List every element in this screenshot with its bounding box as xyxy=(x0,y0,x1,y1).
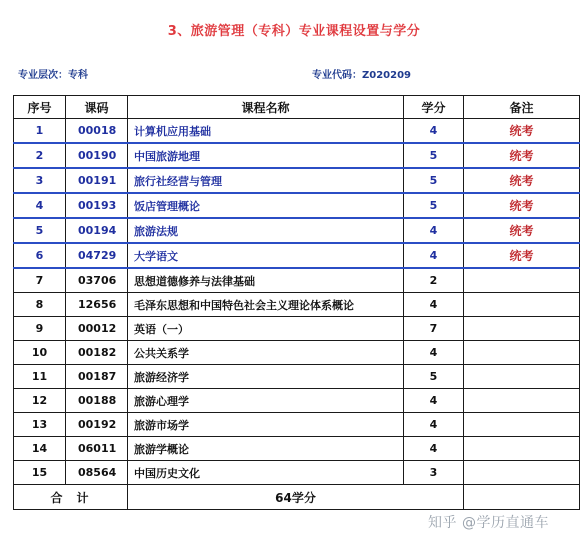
row-no: 3 xyxy=(14,168,66,193)
row-name: 旅游经济学 xyxy=(128,365,404,389)
row-credit: 5 xyxy=(404,168,464,193)
row-note xyxy=(464,461,580,485)
table-row xyxy=(14,317,580,341)
row-note: 统考 xyxy=(464,193,580,218)
row-code: 00012 xyxy=(66,317,128,341)
row-code: 00190 xyxy=(66,143,128,168)
row-note: 统考 xyxy=(464,243,580,268)
table-row xyxy=(14,461,580,485)
row-credit: 4 xyxy=(404,437,464,461)
row-no: 9 xyxy=(14,317,66,341)
row-no: 12 xyxy=(14,389,66,413)
row-name: 旅游心理学 xyxy=(128,389,404,413)
row-no: 1 xyxy=(14,119,66,144)
row-name: 公共关系学 xyxy=(128,341,404,365)
header-name: 课程名称 xyxy=(128,96,404,119)
row-no: 11 xyxy=(14,365,66,389)
row-note xyxy=(464,268,580,293)
row-code: 00018 xyxy=(66,119,128,144)
table-row xyxy=(14,268,580,293)
row-name: 计算机应用基础 xyxy=(128,119,404,144)
header-code: 课码 xyxy=(66,96,128,119)
row-code: 00188 xyxy=(66,389,128,413)
row-credit: 4 xyxy=(404,293,464,317)
row-credit: 4 xyxy=(404,119,464,144)
row-no: 15 xyxy=(14,461,66,485)
row-note xyxy=(464,293,580,317)
row-code: 00194 xyxy=(66,218,128,243)
row-credit: 2 xyxy=(404,268,464,293)
row-name: 毛泽东思想和中国特色社会主义理论体系概论 xyxy=(128,293,404,317)
major-code-value: Z020209 xyxy=(362,70,411,81)
table-row xyxy=(14,168,580,193)
total-row xyxy=(14,485,580,510)
row-name: 中国旅游地理 xyxy=(128,143,404,168)
table-row xyxy=(14,365,580,389)
row-note xyxy=(464,437,580,461)
row-name: 旅游学概论 xyxy=(128,437,404,461)
table-row xyxy=(14,437,580,461)
row-code: 08564 xyxy=(66,461,128,485)
total-note xyxy=(464,485,580,510)
header-no: 序号 xyxy=(14,96,66,119)
row-credit: 4 xyxy=(404,218,464,243)
row-no: 10 xyxy=(14,341,66,365)
row-no: 13 xyxy=(14,413,66,437)
row-no: 2 xyxy=(14,143,66,168)
row-name: 旅游法规 xyxy=(128,218,404,243)
row-credit: 4 xyxy=(404,389,464,413)
table-header-row xyxy=(14,96,580,119)
row-note: 统考 xyxy=(464,168,580,193)
major-level-value: 专科 xyxy=(68,70,88,81)
table-row xyxy=(14,341,580,365)
row-code: 00192 xyxy=(66,413,128,437)
major-code xyxy=(312,66,411,81)
row-no: 6 xyxy=(14,243,66,268)
row-code: 12656 xyxy=(66,293,128,317)
header-note: 备注 xyxy=(464,96,580,119)
major-level xyxy=(18,66,88,81)
row-credit: 4 xyxy=(404,341,464,365)
row-code: 00182 xyxy=(66,341,128,365)
row-credit: 5 xyxy=(404,143,464,168)
total-label: 合计 xyxy=(14,485,128,510)
row-no: 8 xyxy=(14,293,66,317)
major-level-label: 专业层次： xyxy=(18,70,68,81)
row-name: 思想道德修养与法律基础 xyxy=(128,268,404,293)
row-no: 5 xyxy=(14,218,66,243)
total-credits: 64学分 xyxy=(128,485,464,510)
table-row xyxy=(14,389,580,413)
row-note xyxy=(464,389,580,413)
row-credit: 4 xyxy=(404,413,464,437)
page-title: 3、旅游管理（专科）专业课程设置与学分 xyxy=(167,24,421,39)
row-note xyxy=(464,341,580,365)
row-credit: 3 xyxy=(404,461,464,485)
row-code: 00193 xyxy=(66,193,128,218)
row-no: 7 xyxy=(14,268,66,293)
row-note xyxy=(464,317,580,341)
row-note xyxy=(464,413,580,437)
row-name: 饭店管理概论 xyxy=(128,193,404,218)
table-row xyxy=(14,143,580,168)
row-name: 英语（一） xyxy=(128,317,404,341)
row-no: 14 xyxy=(14,437,66,461)
row-code: 00187 xyxy=(66,365,128,389)
row-code: 06011 xyxy=(66,437,128,461)
row-credit: 7 xyxy=(404,317,464,341)
row-code: 04729 xyxy=(66,243,128,268)
table-row xyxy=(14,218,580,243)
row-no: 4 xyxy=(14,193,66,218)
watermark: 知乎 @学历直通车 xyxy=(428,515,549,531)
table-row xyxy=(14,193,580,218)
row-note xyxy=(464,365,580,389)
row-name: 旅行社经营与管理 xyxy=(128,168,404,193)
table-row xyxy=(14,293,580,317)
table-row xyxy=(14,119,580,144)
major-code-label: 专业代码： xyxy=(312,70,362,81)
row-note: 统考 xyxy=(464,119,580,144)
row-credit: 5 xyxy=(404,365,464,389)
row-credit: 5 xyxy=(404,193,464,218)
row-credit: 4 xyxy=(404,243,464,268)
table-row xyxy=(14,413,580,437)
row-name: 旅游市场学 xyxy=(128,413,404,437)
header-credit: 学分 xyxy=(404,96,464,119)
row-note: 统考 xyxy=(464,143,580,168)
row-note: 统考 xyxy=(464,218,580,243)
row-code: 03706 xyxy=(66,268,128,293)
row-name: 大学语文 xyxy=(128,243,404,268)
row-code: 00191 xyxy=(66,168,128,193)
course-table xyxy=(13,95,580,510)
table-row xyxy=(14,243,580,268)
row-name: 中国历史文化 xyxy=(128,461,404,485)
